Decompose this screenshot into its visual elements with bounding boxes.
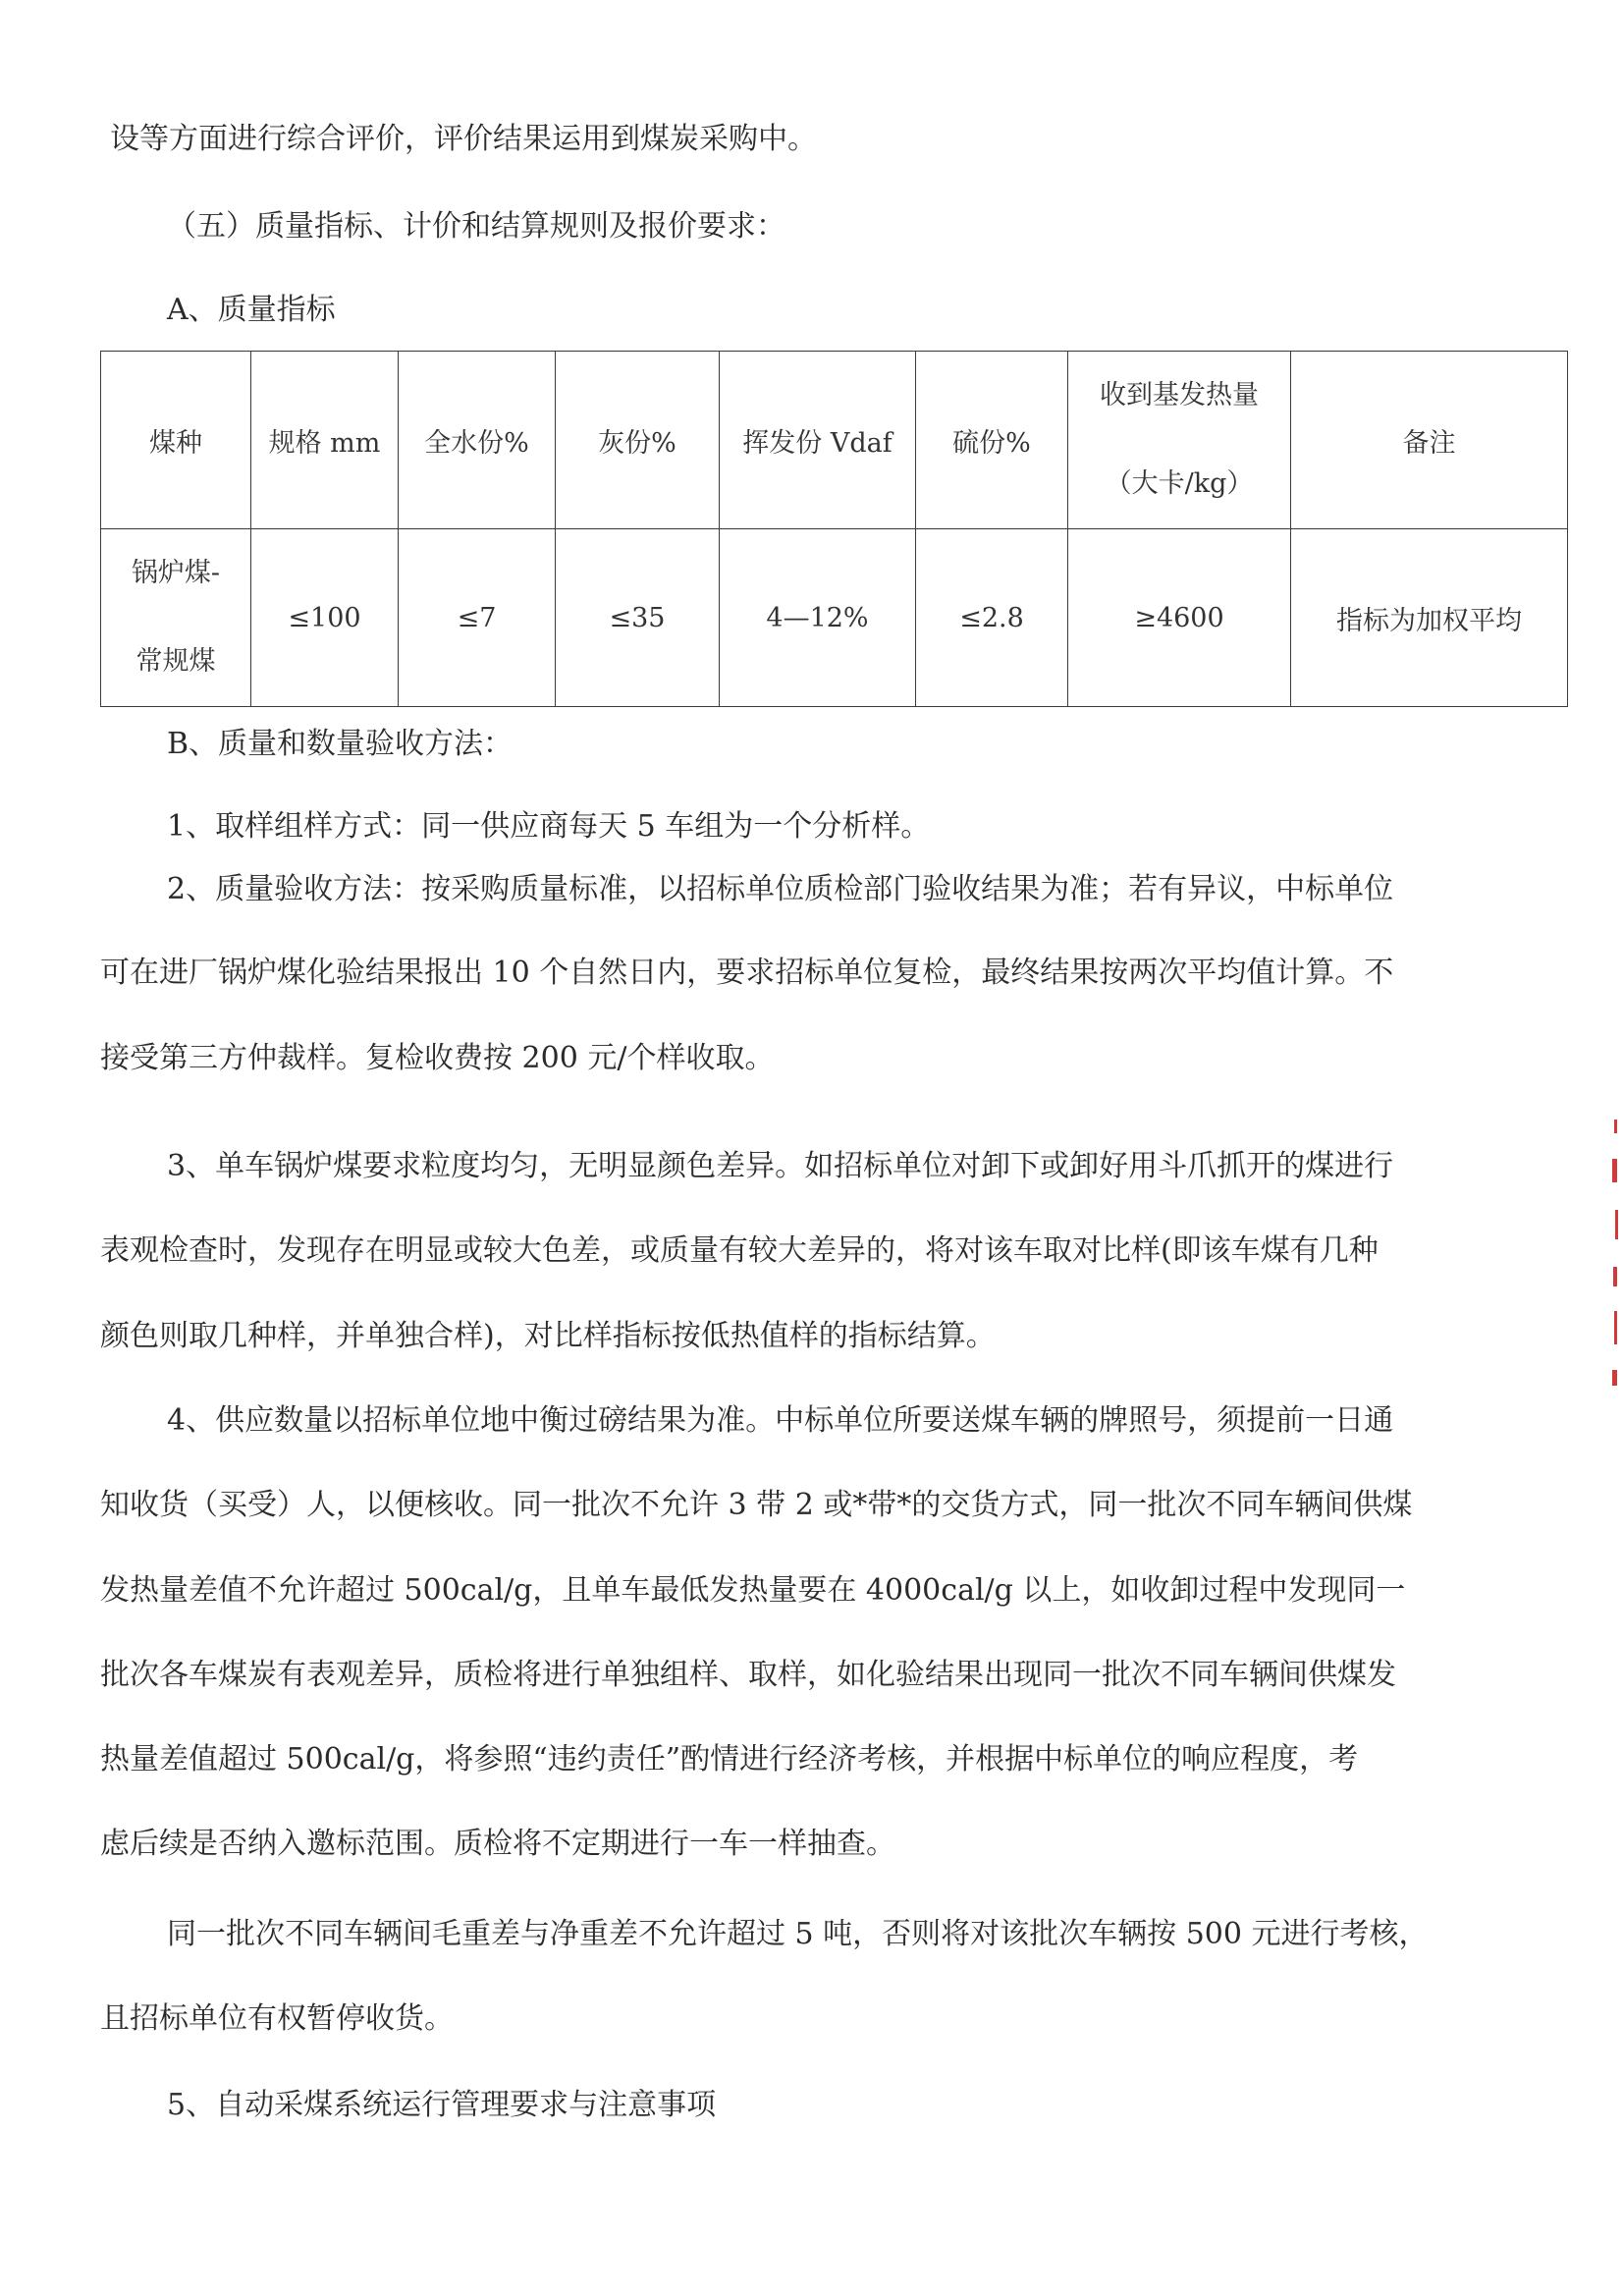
paragraph-line: 同一批次不同车辆间毛重差与净重差不允许超过 5 吨，否则将对该批次车辆按 500 元进行考核， [167,1917,1429,1951]
paragraph-line: 1、取样组样方式：同一供应商每天 5 车组为一个分析样。 [167,809,931,844]
paragraph-line: 3、单车锅炉煤要求粒度均匀，无明显颜色差异。如招标单位对卸下或卸好用斗爪抓开的煤进行 [167,1149,1394,1183]
header-heat-line1: 收到基发热量 [1100,380,1259,410]
header-total-moisture: 全水份% [399,352,556,529]
cell-remark: 指标为加权平均 [1291,529,1568,707]
header-size: 规格 mm [251,352,399,529]
cell-coal-type-line1: 锅炉煤- [131,558,221,588]
paragraph-line: 发热量差值不允许超过 500cal/g，且单车最低发热量要在 4000cal/g 以上，如收卸过程中发现同一 [100,1573,1406,1608]
header-heat-value [1068,352,1291,529]
header-remark: 备注 [1291,352,1568,529]
quality-index-table [100,351,1568,707]
paragraph-line: 接受第三方仲裁样。复检收费按 200 元/个样收取。 [100,1041,775,1075]
header-volatile: 挥发份 Vdaf [720,352,916,529]
cell-heat-value: ≥4600 [1068,529,1291,707]
paragraph-line: 颜色则取几种样，并单独合样)，对比样指标按低热值样的指标结算。 [100,1319,996,1353]
subheading-a: A、质量指标 [167,293,336,327]
subheading-b: B、质量和数量验收方法： [167,727,514,761]
cell-coal-type [101,529,251,707]
header-coal-type: 煤种 [101,352,251,529]
cell-volatile: 4—12% [720,529,916,707]
paragraph-line: 热量差值超过 500cal/g，将参照“违约责任”酌情进行经济考核，并根据中标单位的响应程度，考 [100,1742,1359,1777]
cell-sulfur: ≤2.8 [916,529,1068,707]
paragraph-line: 5、自动采煤系统运行管理要求与注意事项 [167,2088,717,2122]
header-heat-line2: （大卡/kg） [1105,468,1254,499]
paragraph-line: 设等方面进行综合评价，评价结果运用到煤炭采购中。 [110,122,817,156]
paragraph-line: 批次各车煤炭有表观差异，质检将进行单独组样、取样，如化验结果出现同一批次不同车辆间供煤发 [100,1658,1396,1692]
stamp-mark [1610,1100,1623,1394]
header-sulfur: 硫份% [916,352,1068,529]
paragraph-line: 且招标单位有权暂停收货。 [100,2001,454,2036]
paragraph-line: 知收货（买受）人，以便核收。同一批次不允许 3 带 2 或*带*的交货方式，同一批次不同车辆间供煤 [100,1488,1413,1522]
paragraph-line: 可在进厂锅炉煤化验结果报出 10 个自然日内，要求招标单位复检，最终结果按两次平均值计算。不 [100,956,1394,990]
section-heading-5: （五）质量指标、计价和结算规则及报价要求： [167,209,785,244]
paragraph-line: 4、供应数量以招标单位地中衡过磅结果为准。中标单位所要送煤车辆的牌照号，须提前一日通 [167,1403,1394,1438]
paragraph-line: 虑后续是否纳入邀标范围。质检将不定期进行一车一样抽查。 [100,1827,895,1861]
cell-total-moisture: ≤7 [399,529,556,707]
cell-coal-type-line2: 常规煤 [135,646,216,677]
paragraph-line: 2、质量验收方法：按采购质量标准，以招标单位质检部门验收结果为准；若有异议，中标单位 [167,872,1394,906]
header-ash: 灰份% [556,352,720,529]
paragraph-line: 表观检查时，发现存在明显或较大色差，或质量有较大差异的，将对该车取对比样(即该车煤有几种 [100,1233,1379,1268]
cell-size: ≤100 [251,529,399,707]
table-header-row [101,352,1568,529]
cell-ash: ≤35 [556,529,720,707]
table-row [101,529,1568,707]
